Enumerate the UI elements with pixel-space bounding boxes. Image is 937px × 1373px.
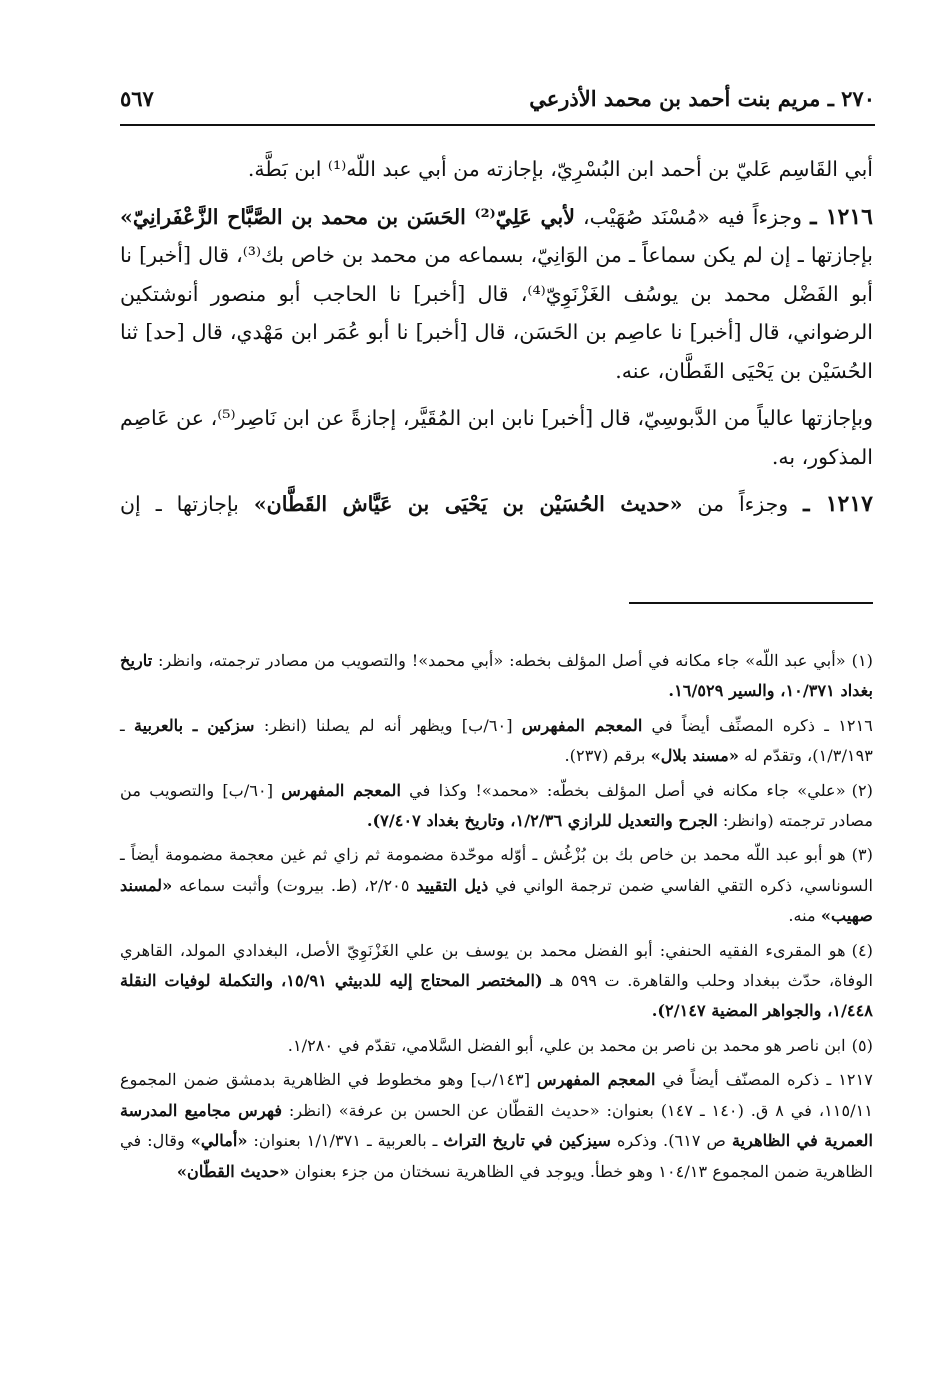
footnote-1217-j: «حديث القطّان»	[176, 1161, 290, 1181]
footnote-4-mark: (٤)	[851, 940, 873, 960]
footnote-1216-f: «مسند بلال»	[650, 746, 739, 766]
footnote-3-d: «لمسند صهيب»	[120, 875, 873, 926]
footnote-1217-f: سيزكين في تاريخ التراث	[443, 1131, 612, 1151]
footnote-3-e: منه.	[788, 906, 816, 926]
entry-1216	[120, 198, 873, 391]
paragraph-3-text: وبإجازتها عالياً من الدَّبوسِيّ، قال [أخبر] نابن ابن المُقَيَّر، إجازةً عن ابن نَاصِر⁽⁵⁾، عن عَاصِم المذكور، به.	[120, 406, 873, 469]
page-number: ٥٦٧	[120, 86, 154, 111]
entry-1217	[120, 485, 873, 524]
footnote-1217-a: ١٢١٧ ـ ذكره المصنّف أيضاً في	[662, 1070, 873, 1090]
footnote-4-a: هو المقرىء الفقيه الحنفي: أبو الفضل محمد بن يوسف بن علي الغَزْنَوِيّ الأصل، البغدادي المولد، القاهري الوفاة، حدّث ببغداد وحلب والقاهرة. ت ٥٩٩ هـ	[120, 940, 873, 991]
footnote-1-refs: تاريخ بغداد ١٠/٣٧١، والسير ١٦/٥٢٩.	[120, 651, 873, 701]
footnote-1	[120, 646, 873, 707]
entry-1217-text-c: بإجازتها ـ إن	[120, 492, 239, 516]
footnote-1216	[120, 711, 873, 772]
footnote-5	[120, 1031, 873, 1061]
footnote-1217-e: ص ٦١٧). وذكره	[617, 1131, 727, 1151]
footnote-2-mark: (٢)	[851, 780, 873, 800]
footnote-1216-b: المعجم المفهرس	[521, 715, 643, 735]
footnote-2	[120, 776, 873, 837]
paragraph-3	[120, 399, 873, 476]
main-text	[120, 150, 873, 533]
footnote-1217-g: ـ بالعربية ـ ١/١/٣٧١ بعنوان:	[253, 1131, 438, 1151]
footnote-1216-g: برقم (٢٣٧).	[564, 746, 646, 766]
footnote-1217-d: فهرس مجاميع المدرسة العمرية في الظاهرية	[120, 1100, 873, 1151]
paragraph-1	[120, 150, 873, 189]
entry-1216-text-c: بإجازتها ـ إن لم يكن سماعاً ـ من الوَانِيّ، بسماعه من محمد بن خاص بك⁽³⁾، قال [أخبر] نا أبو الفَضْل محمد بن يوسُف الغَزْنَوِيّ⁽⁴⁾، قال [أخبر] نا الحاجب أبو منصور أنوشتكين الرضواني، قال [أخبر] نا عاصِم بن الحَسَن، قال [أخبر] نا أبو عُمَر ابن مَهْدي، قال [حد] ثنا الحُسَيْن بن يَحْيَى القَطَّان، عنه.	[120, 243, 873, 383]
footnote-separator	[629, 602, 873, 604]
footnote-1216-e: ـ ١/٣/١٩٣)، وتقدّم له	[120, 715, 873, 766]
footnote-3-c: ٢/٢٠٥، (ط. بيروت) وأثبت سماعه	[179, 875, 410, 895]
entry-1217-number: ١٢١٧ ـ	[803, 491, 873, 517]
footnote-1217	[120, 1065, 873, 1187]
footnote-1217-i: وقال: في الظاهرية ضمن المجموع ١٠٤/١٣ وهو خطأ. ويوجد في الظاهرية نسختان من جزء بعنوان	[120, 1131, 873, 1181]
footnote-3-a: هو أبو عبد اللّه محمد بن خاص بك بن بُزْغُش ـ أوّله موحّدة مضمومة ثم زاي ثم غين معجمة مضمومة أيضاً ـ السوناسي، ذكره التقي الفاسي ضمن ترجمة الواني في	[120, 845, 873, 895]
footnote-2-d: الجرح والتعديل للرازي ١/٢/٣٦، وتاريخ بغداد ٧/٤٠٧).	[366, 811, 718, 831]
footnote-3-b: ذيل التقييد	[416, 875, 489, 895]
footnote-1-text: «أبي عبد اللّه» جاء مكانه في أصل المؤلف بخطه: «أبي محمد»! والتصويب من مصادر ترجمته، وانظر:	[158, 651, 846, 670]
footnote-1217-h: «أمالي»	[190, 1131, 248, 1151]
entry-1216-text-a: وجزءاً فيه «مُسْنَد صُهَيْب،	[583, 204, 802, 229]
footnote-3	[120, 840, 873, 931]
running-title: ٢٧٠ ـ مريم بنت أحمد بن محمد الأذرعي	[529, 86, 875, 111]
footnote-2-b: المعجم المفهرس	[281, 780, 401, 800]
footnote-1216-d: سزكين ـ بالعربية	[133, 715, 255, 735]
footnote-1217-c: [١٤٣/ب] وهو مخطوط في الظاهرية بدمشق ضمن المجموع ١١٥/١١، في ٨ ق. (١٤٠ ـ ١٤٧) بعنوان: «حديث القطّان عن الحسن بن عرفة» (انظر:	[120, 1070, 873, 1120]
entry-1217-title: «حديث الحُسَيْن بن يَحْيَى بن عَيَّاش القَطَّان»	[253, 492, 683, 516]
footnote-1217-b: المعجم المفهرس	[537, 1070, 656, 1090]
entry-1217-text-a: وجزءاً من	[697, 492, 789, 516]
entry-1216-number: ١٢١٦ ـ	[810, 203, 873, 230]
footnote-1-mark: (١)	[851, 651, 873, 670]
footnote-4	[120, 936, 873, 1027]
footnote-2-c: [٦٠/ب] والتصويب من مصادر ترجمته (وانظر:	[120, 780, 873, 831]
footnote-1216-a: ١٢١٦ ـ ذكره المصنِّف أيضاً في	[651, 715, 873, 735]
footnote-3-mark: (٣)	[851, 845, 873, 865]
footnote-4-b: (المختصر المحتاج إليه للدبيثي ١٥/٩١، والتكملة لوفيات النقلة ١/٤٤٨، والجواهر المضية ٢/١٤٧).	[120, 971, 873, 1021]
footnote-5-text: ابن ناصر هو محمد بن ناصر بن محمد بن علي، أبو الفضل السَّلامي، تقدّم في ١/٢٨٠.	[287, 1035, 846, 1055]
paragraph-1-text: أبي القَاسِم عَليّ بن أحمد ابن البُسْرِيّ، بإجازته من أبي عبد اللّه⁽¹⁾ ابن بَطَّة.	[247, 157, 873, 181]
entry-1216-title: لأبي عَلِيّ⁽²⁾ الحَسَن بن محمد بن الصَّبَّاح الزَّعْفَرانِيّ»	[120, 204, 575, 229]
footnote-2-a: «علي» جاء مكانه في أصل المؤلف بخطّه: «محمد»! وكذا في	[409, 780, 846, 800]
footnote-5-mark: (٥)	[851, 1035, 873, 1055]
footnote-1216-c: [٦٠/ب] ويظهر أنه لم يصلنا (انظر:	[263, 715, 513, 735]
footnotes	[120, 646, 873, 1191]
page-header	[120, 82, 875, 126]
